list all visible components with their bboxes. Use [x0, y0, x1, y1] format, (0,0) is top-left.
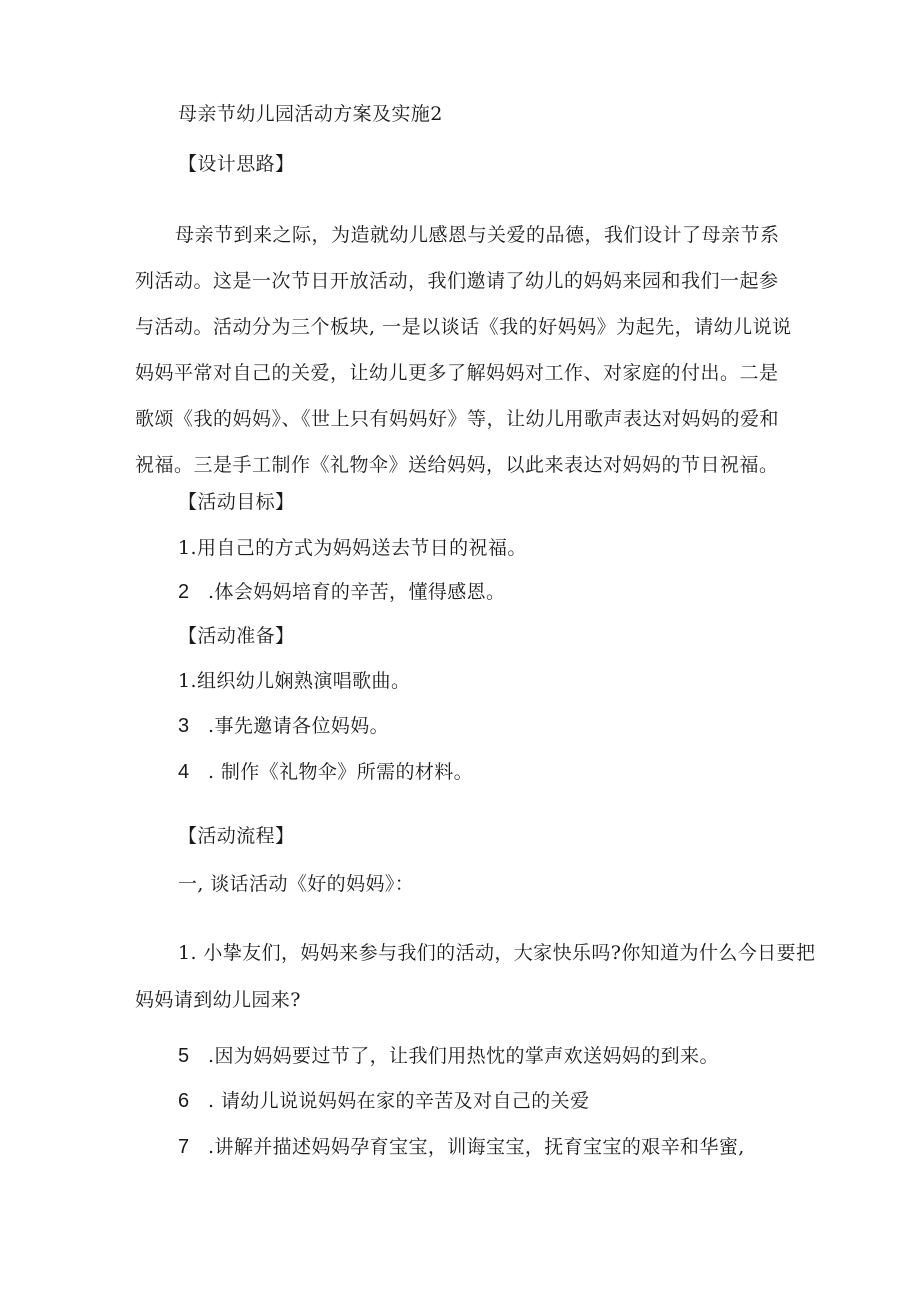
- prep-item-text: .事先邀请各位妈妈。: [208, 715, 390, 737]
- goal-item: [178, 535, 527, 561]
- prep-item-number: 3: [178, 715, 190, 737]
- design-paragraph: [135, 212, 795, 488]
- flow-item: [178, 1088, 589, 1114]
- flow-item: [178, 1043, 719, 1069]
- prep-item: [178, 668, 410, 694]
- flow-item-number: 6: [178, 1090, 190, 1112]
- goal-item-text: .体会妈妈培育的辛苦，懂得感恩。: [208, 581, 506, 603]
- prep-item: [178, 713, 389, 739]
- flow-subheading: 一, 谈话活动《好的妈妈》：: [178, 873, 415, 895]
- flow-item: [178, 1134, 745, 1160]
- goal-item-number: 2: [178, 581, 190, 603]
- prep-item-number: 1.: [178, 670, 197, 692]
- goals-heading: 【活动目标】: [178, 491, 295, 513]
- design-paragraph-text: 母亲节到来之际，为造就幼儿感恩与关爱的品德，我们设计了母亲节系列活动。这是一次节日开放活动，我们邀请了幼儿的妈妈来园和我们一起参与活动。活动分为三个板块, 一是以谈话《我的好妈妈》为起先，请幼儿说说妈妈平常对自己的关爱，让幼儿更多了解妈妈对工作、对家庭的付出。二是歌颂《我的妈妈》、《世上只有妈妈好》等，让幼儿用歌声表达对妈妈的爱和祝福。三是手工制作《礼物伞》送给妈妈，以此来表达对妈妈的节日祝福。: [135, 224, 792, 476]
- document-title: 母亲节幼儿园活动方案及实施2: [178, 103, 443, 125]
- flow-item-text: . 请幼儿说说妈妈在家的辛苦及对自己的关爱: [208, 1090, 590, 1112]
- goal-item-number: 1.: [178, 537, 197, 559]
- flow-item-number: 5: [178, 1045, 190, 1067]
- prep-item: [178, 759, 473, 785]
- prep-heading: 【活动准备】: [178, 625, 295, 647]
- design-heading: 【设计思路】: [178, 153, 295, 175]
- prep-item-text: 组织幼儿娴熟演唱歌曲。: [196, 670, 411, 692]
- flow-step-line: 妈妈请到幼儿园来?: [135, 989, 301, 1011]
- goal-item-text: 用自己的方式为妈妈送去节日的祝福。: [196, 537, 527, 559]
- prep-item-number: 4: [178, 761, 190, 783]
- flow-item-text: .因为妈妈要过节了，让我们用热忱的掌声欢送妈妈的到来。: [208, 1045, 719, 1067]
- flow-step-line: 1. 小挚友们，妈妈来参与我们的活动，大家快乐吗?你知道为什么今日要把: [178, 942, 816, 964]
- flow-item-text: .讲解并描述妈妈孕育宝宝，训诲宝宝，抚育宝宝的艰辛和华蜜,: [208, 1136, 745, 1158]
- goal-item: [178, 579, 505, 605]
- flow-heading: 【活动流程】: [178, 825, 295, 847]
- flow-item-number: 7: [178, 1136, 190, 1158]
- prep-item-text: . 制作《礼物伞》所需的材料。: [208, 761, 474, 783]
